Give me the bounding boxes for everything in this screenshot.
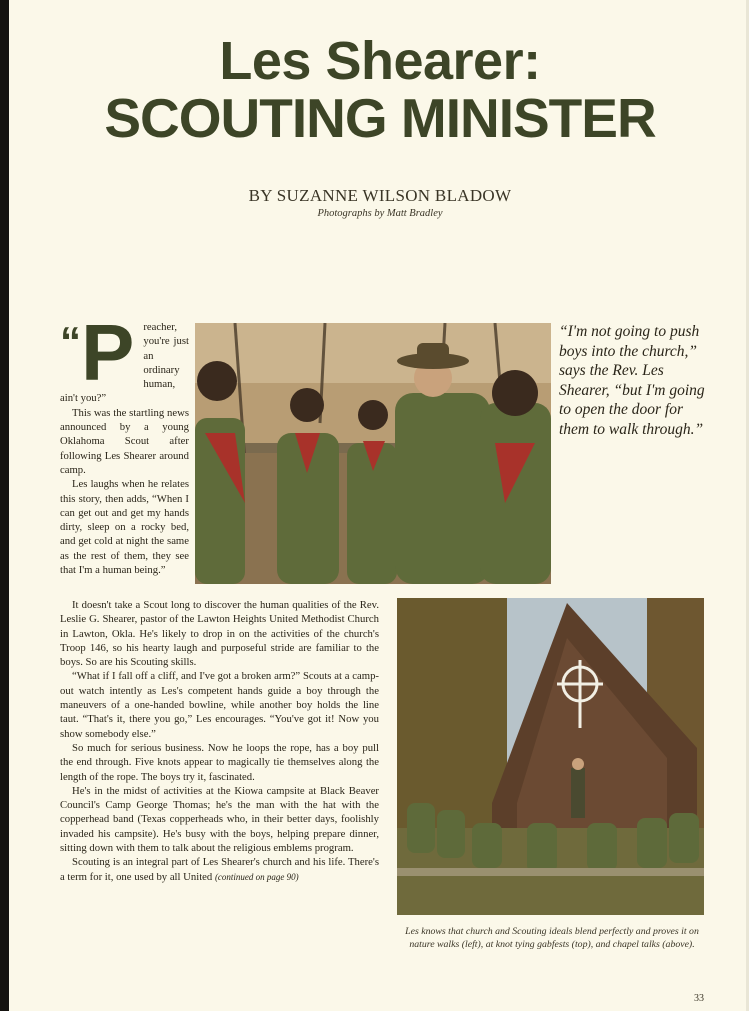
opening-initial [60, 308, 139, 397]
article-column-wide [60, 598, 379, 884]
photo-knot-tying-scouts [195, 323, 551, 584]
photo-caption: Les knows that church and Scouting ideals blend perfectly and proves it on nature walks (left), at knot tying gabfests (top), and chapel talks (above). [405, 926, 699, 950]
paragraph: reacher, you're just an ordinary human, ain't you?” [60, 321, 189, 405]
paragraph: This was the startling news announced by a young Oklahoma Scout after following Les Shearer around camp. [60, 406, 189, 476]
paragraph: He's in the midst of activities at the Kiowa campsite at Black Beaver Council's Camp George Thomas; he's the man with the hat with the copperhead band (Texas copperheads who, in their better days, foolishly invaded his campsite). He's busy with the boys, helping prepare dinner, sitting down with them to talk about the religious emblems program. [60, 784, 379, 855]
paragraph: It doesn't take a Scout long to discover the human qualities of the Rev. Leslie G. Shearer, pastor of the Lawton Heights United Methodist Church in Lawton, Okla. He's likely to drop in on the activities of the church's Troop 146, so his hearty laugh and purposeful stride are familiar to the boys. So are his Scouting skills. [60, 599, 379, 669]
drop-cap: P [81, 308, 135, 397]
article-title-line2: SCOUTING MINISTER [104, 87, 656, 149]
paragraph [60, 855, 379, 884]
article-column-narrow [60, 308, 189, 577]
photo-credit: Photographs by Matt Bradley [317, 208, 443, 219]
paragraph: So much for serious business. Now he loops the rope, has a boy pull the end through. Five knots appear to magically tie themselves along the length of the rope. The boys try it, fascinated. [60, 741, 379, 783]
paragraph: “What if I fall off a cliff, and I've got a broken arm?” Scouts at a camp-out watch intently as Les's competent hands guide a boy through the maneuvers of a one-handed bowline, while another boy holds the line taut. “That's it, there you go,” Les encourages. “You've got it! Now you show somebody else.” [60, 670, 379, 740]
photo-chapel-talk [397, 598, 704, 915]
pull-quote: “I'm not going to push boys into the church,” says the Rev. Les Shearer, “but I'm going to open the door for them to walk through.” [559, 323, 705, 438]
page-number: 33 [694, 993, 704, 1004]
photo-chapel-drawing [397, 598, 704, 915]
byline: BY SUZANNE WILSON BLADOW [248, 186, 512, 205]
paragraph: Les laughs when he relates this story, then adds, “When I can get out and get my hands dirty, sleep on a rocky bed, and get cold at night the same as the rest of them, they see that I'm a human being.” [60, 478, 189, 577]
opening-quote-mark: “ [60, 318, 81, 365]
photo-scouts-drawing [195, 323, 551, 584]
continued-note: (continued on page 90) [214, 871, 299, 882]
paragraph-text: Scouting is an integral part of Les Shearer's church and his life. There's a term for it, one used by all United [60, 856, 379, 883]
article-title-line1: Les Shearer: [219, 31, 541, 91]
page-binding-edge [0, 0, 9, 1011]
